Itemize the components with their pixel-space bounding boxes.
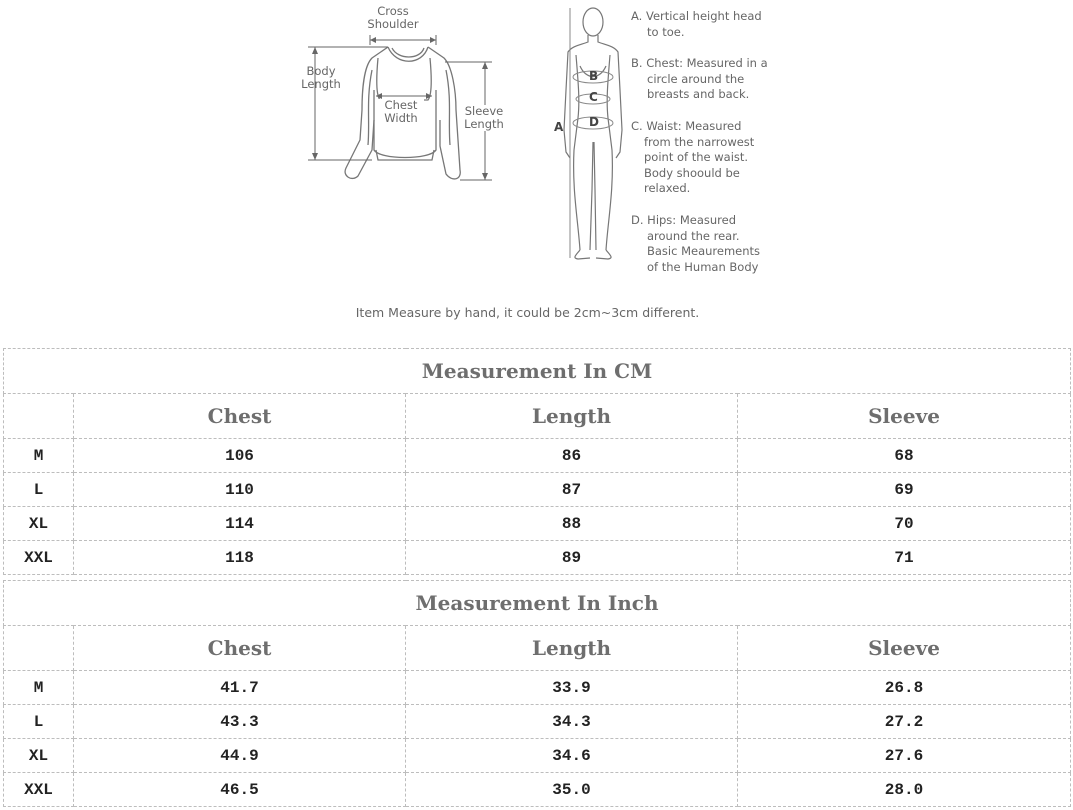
size-cell: L [4, 473, 74, 507]
chest-cell: 118 [74, 541, 406, 575]
table-title: Measurement In Inch [4, 581, 1071, 626]
chest-cell: 106 [74, 439, 406, 473]
length-cell: 89 [406, 541, 738, 575]
length-cell: 35.0 [406, 773, 738, 807]
length-cell: 86 [406, 439, 738, 473]
cross-shoulder-label [362, 5, 424, 31]
label-line: Chest [384, 98, 418, 112]
sleeve-cell: 27.2 [738, 705, 1071, 739]
size-cell: M [4, 439, 74, 473]
table-header-row [4, 626, 1071, 671]
size-cell: XL [4, 507, 74, 541]
sleeve-cell: 68 [738, 439, 1071, 473]
desc-line: B. Chest: Measured in a [631, 56, 768, 70]
sleeve-cell: 69 [738, 473, 1071, 507]
label-line: Sleeve [464, 104, 504, 118]
letter-d: D [589, 115, 599, 129]
desc-line: Basic Meaurements [647, 244, 761, 258]
length-cell: 34.6 [406, 739, 738, 773]
desc-line: of the Human Body [647, 259, 759, 274]
length-cell: 34.3 [406, 705, 738, 739]
size-cell: XXL [4, 541, 74, 575]
chest-cell: 114 [74, 507, 406, 541]
body-length-label [296, 65, 346, 91]
header-length: Length [406, 626, 738, 671]
sleeve-length-label [460, 105, 508, 131]
desc-line: around the rear. [647, 228, 740, 243]
cm-size-table [3, 348, 1071, 575]
header-empty [4, 626, 74, 671]
table-header-row [4, 394, 1071, 439]
table-title-row [4, 581, 1071, 626]
chest-cell: 43.3 [74, 705, 406, 739]
chest-cell: 46.5 [74, 773, 406, 807]
header-chest: Chest [74, 626, 406, 671]
sleeve-cell: 70 [738, 507, 1071, 541]
chest-cell: 41.7 [74, 671, 406, 705]
header-sleeve: Sleeve [738, 394, 1071, 439]
length-cell: 33.9 [406, 671, 738, 705]
desc-line: A. Vertical height head [631, 9, 762, 23]
sleeve-cell: 71 [738, 541, 1071, 575]
header-chest: Chest [74, 394, 406, 439]
label-line: Cross [377, 4, 409, 18]
body-figure [564, 8, 622, 259]
desc-line: Body shoould be [644, 165, 740, 180]
table-row [4, 773, 1071, 807]
chest-width-label [378, 99, 424, 125]
desc-line: circle around the [647, 71, 745, 86]
label-line: Length [301, 77, 341, 91]
garment-illustration [0, 0, 1073, 340]
length-cell: 88 [406, 507, 738, 541]
label-line: Body [306, 64, 336, 78]
label-line: Length [464, 117, 504, 131]
table-row [4, 739, 1071, 773]
desc-line: to toe. [647, 24, 685, 39]
inch-size-table [3, 580, 1071, 807]
desc-line: D. Hips: Measured [631, 213, 737, 227]
chest-cell: 44.9 [74, 739, 406, 773]
header-sleeve: Sleeve [738, 626, 1071, 671]
length-cell: 87 [406, 473, 738, 507]
label-line: Shoulder [367, 17, 419, 31]
desc-line: relaxed. [644, 181, 691, 195]
sleeve-cell: 26.8 [738, 671, 1071, 705]
chest-cell: 110 [74, 473, 406, 507]
sleeve-cell: 28.0 [738, 773, 1071, 807]
table-row [4, 541, 1071, 575]
letter-c: C [589, 90, 598, 104]
desc-line: C. Waist: Measured [631, 119, 742, 133]
description-b [631, 56, 768, 103]
desc-line: point of the waist. [644, 150, 749, 164]
description-c [631, 119, 754, 197]
table-row [4, 473, 1071, 507]
size-diagram [0, 0, 1073, 340]
label-line: Width [384, 111, 418, 125]
header-empty [4, 394, 74, 439]
table-title: Measurement In CM [4, 349, 1071, 394]
table-title-row [4, 349, 1071, 394]
size-cell: XL [4, 739, 74, 773]
table-row [4, 705, 1071, 739]
table-row [4, 439, 1071, 473]
measurement-note: Item Measure by hand, it could be 2cm~3cm different. [355, 305, 700, 320]
letter-a: A [554, 120, 564, 134]
header-length: Length [406, 394, 738, 439]
size-cell: XXL [4, 773, 74, 807]
size-cell: L [4, 705, 74, 739]
table-row [4, 671, 1071, 705]
description-a [631, 9, 762, 40]
desc-line: breasts and back. [647, 87, 750, 101]
description-d [631, 213, 760, 275]
letter-b: B [589, 69, 599, 83]
size-cell: M [4, 671, 74, 705]
table-row [4, 507, 1071, 541]
sleeve-cell: 27.6 [738, 739, 1071, 773]
desc-line: from the narrowest [644, 134, 755, 149]
